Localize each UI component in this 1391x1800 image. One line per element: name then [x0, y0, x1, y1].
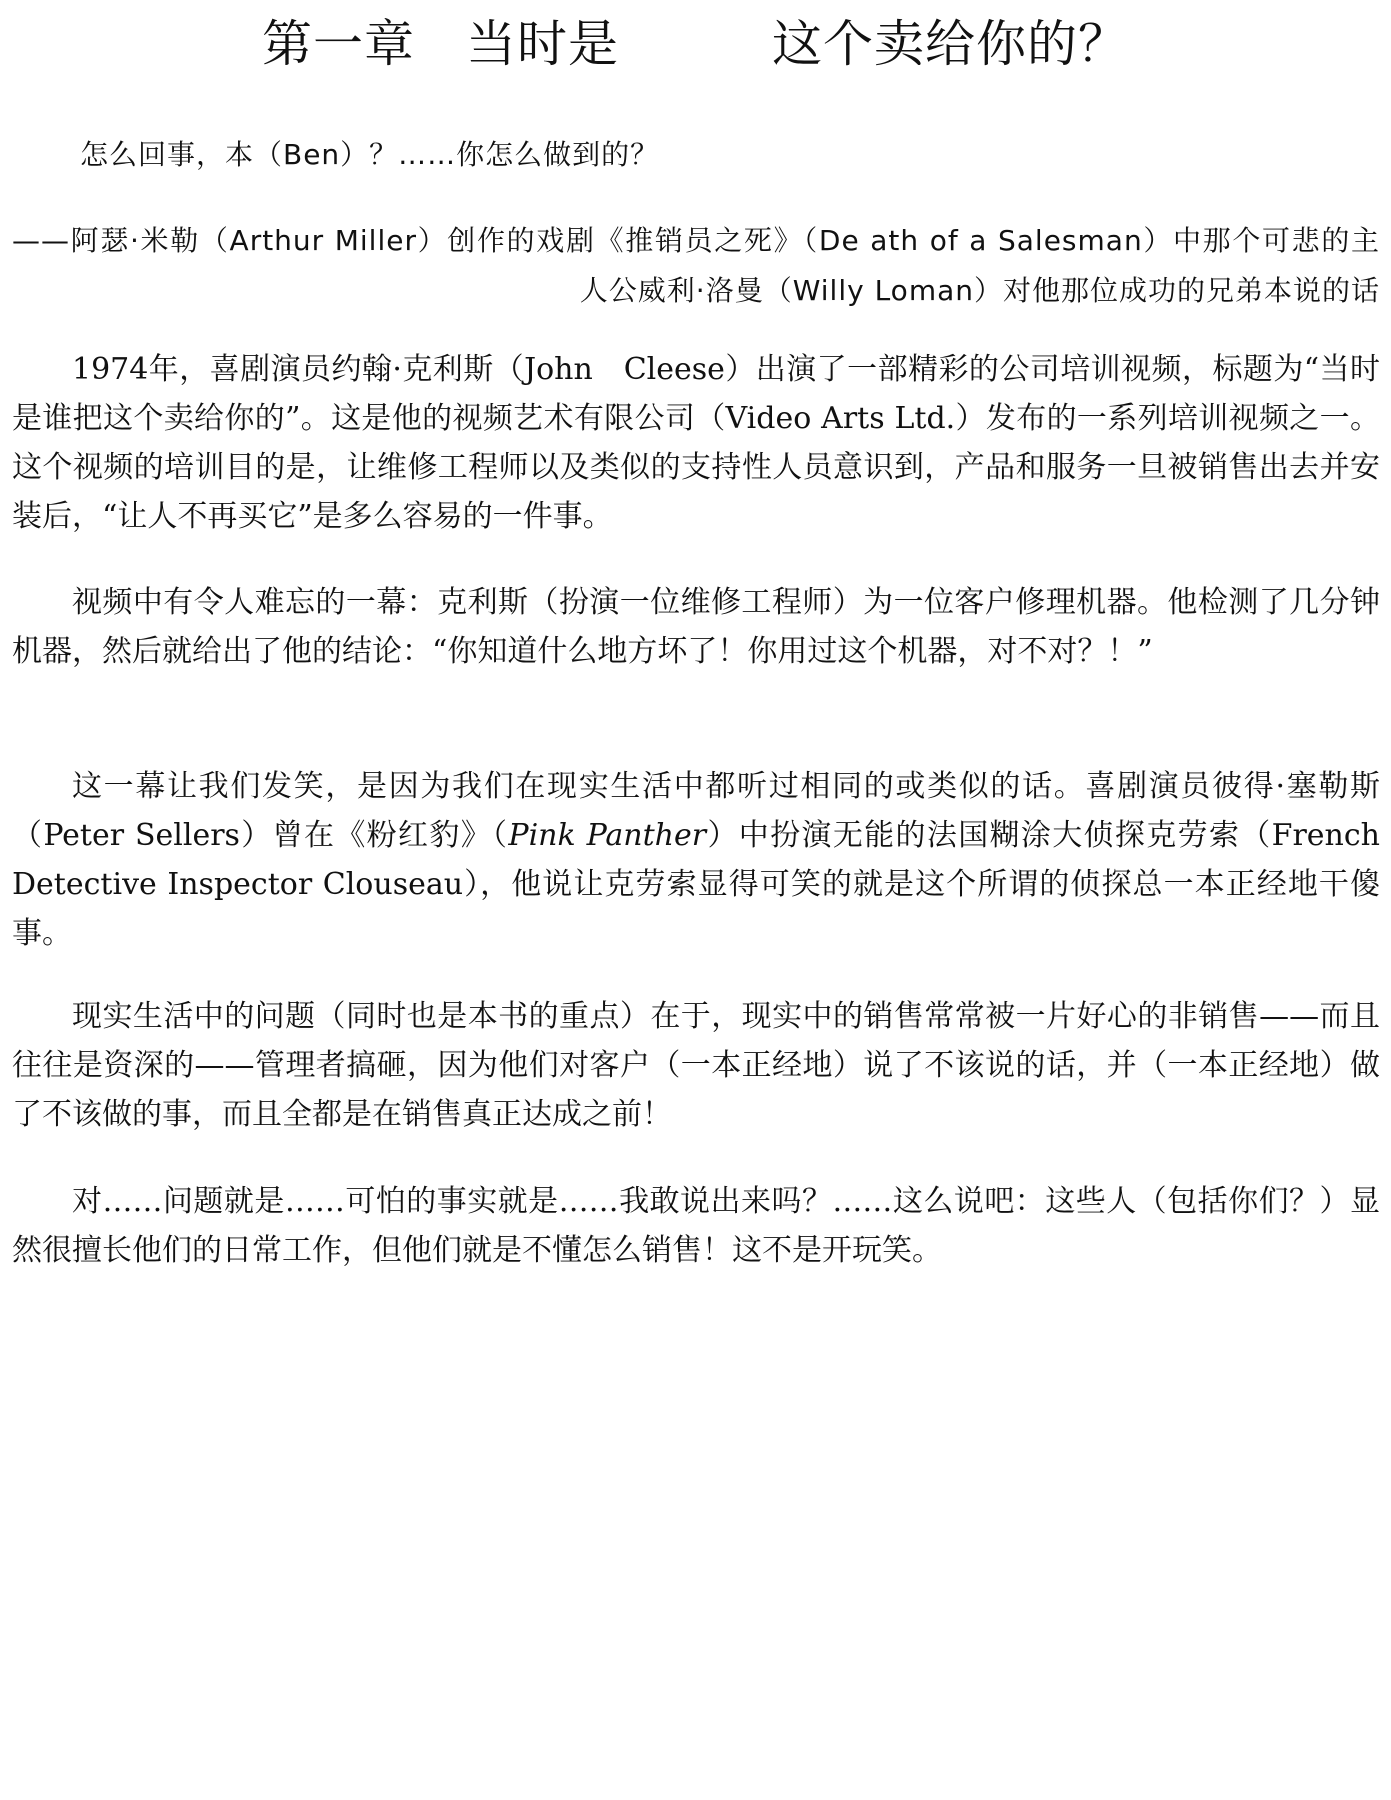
paragraph-2	[12, 578, 1380, 676]
paragraph-5	[12, 1177, 1380, 1275]
paragraph-1-text: 1974年，喜剧演员约翰·克利斯（John Cleese）出演了一部精彩的公司培训视频，标题为“当时是谁把这个卖给你的”。这是他的视频艺术有限公司（Video Arts Ltd.）发布的一系列培训视频之一。这个视频的培训目的是，让维修工程师以及类似的支持性人员意识到，产品和服务一旦被销售出去并安装后，“让人不再买它”是多么容易的一件事。	[12, 352, 1380, 534]
paragraph-4	[12, 992, 1380, 1139]
paragraph-3	[12, 762, 1380, 958]
paragraph-3-text	[12, 762, 1380, 958]
paragraph-5-text: 对……问题就是……可怕的事实就是……我敢说出来吗？……这么说吧：这些人（包括你们？）显然很擅长他们的日常工作，但他们就是不懂怎么销售！这不是开玩笑。	[12, 1184, 1380, 1268]
epigraph-quote: 怎么回事，本（Ben）？……你怎么做到的？	[80, 138, 660, 171]
paragraph-4-text: 现实生活中的问题（同时也是本书的重点）在于，现实中的销售常常被一片好心的非销售——而且往往是资深的——管理者搞砸，因为他们对客户（一本正经地）说了不该说的话，并（一本正经地）做了不该做的事，而且全都是在销售真正达成之前！	[12, 999, 1380, 1132]
paragraph-1	[12, 345, 1380, 541]
paragraph-3-part-a: 这一幕让我们发笑，是因为我们在现实生活中都听过相同的或类似的话。喜剧演员彼得·塞勒斯（Peter Sellers）曾在《粉红豹》（	[12, 769, 1380, 853]
paragraph-3-part-b: ）中扮演无能的法国糊涂大侦探克劳索（French Detective Inspector Clouseau），他说让克劳索显得可笑的就是这个所谓的侦探总一本正经地干傻事。	[12, 818, 1380, 951]
epigraph-source: ——阿瑟·米勒（Arthur Miller）创作的戏剧《推销员之死》（De ath of a Salesman）中那个可悲的主人公威利·洛曼（Willy Loman）对他那位成功的兄弟本说的话	[12, 224, 1380, 307]
paragraph-2-text: 视频中有令人难忘的一幕：克利斯（扮演一位维修工程师）为一位客户修理机器。他检测了几分钟机器，然后就给出了他的结论：“你知道什么地方坏了！你用过这个机器，对不对？！”	[12, 585, 1380, 669]
chapter-title: 第一章 当时是 这个卖给你的？	[262, 15, 1129, 73]
film-title-italic: Pink Panther	[508, 818, 707, 853]
